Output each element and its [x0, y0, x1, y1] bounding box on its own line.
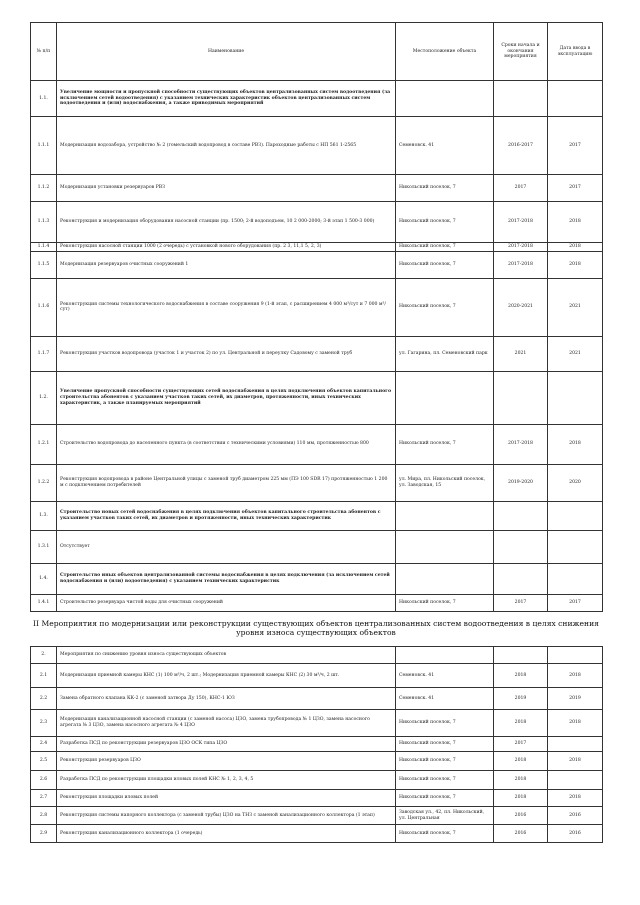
cell-name: Разработка ПСД по реконструкции резервуаров ЦЗО ОСК типа ЦЗО	[57, 737, 396, 752]
cell-location: ул. Гагарина, пл. Семеновский парк	[396, 336, 494, 371]
cell-location	[396, 371, 494, 424]
cell-done: 2017	[548, 175, 603, 202]
cell-done: 2020	[548, 464, 603, 501]
measures-table-part1	[30, 22, 603, 612]
cell-num: 2.1	[31, 664, 57, 688]
cell-name: Замена обратного клапана КК-2 (с заменой затвора Ду 150), КНС-1 ЮЗ	[57, 688, 396, 710]
table-header-row	[31, 23, 603, 81]
cell-location: Никольский поселок, 7	[396, 825, 494, 843]
cell-years: 2016	[494, 825, 548, 843]
cell-done: 2018	[548, 790, 603, 807]
cell-location: Никольский поселок, 7	[396, 710, 494, 737]
cell-done: 2016	[548, 807, 603, 825]
cell-name: Увеличение мощности и пропускной способности существующих объектов централизованных систем водоотведения (за исключением сетей водоотведения) с указанием технических характеристик объектов централизованных систем водоотведения и (или) водоснабжения, а также приводимых мероприятий	[57, 81, 396, 117]
cell-name: Модернизация резервуаров очистных сооружений 1	[57, 251, 396, 278]
cell-years	[494, 530, 548, 563]
cell-num: 2.4	[31, 737, 57, 752]
cell-location: Никольский поселок, 7	[396, 424, 494, 464]
cell-location: Никольский поселок, 7	[396, 278, 494, 336]
cell-years: 2017	[494, 737, 548, 752]
table-row	[31, 371, 603, 424]
cell-location: Заводская ул., 42, пл. Никольский, ул. Центральная	[396, 807, 494, 825]
cell-name: Реконструкция и модернизация оборудования насосной станции (пр. 1500; 2-й водоподъем, 10 2 000-2000; 3-й этап 1 500-3 000)	[57, 202, 396, 243]
table-row	[31, 501, 603, 530]
cell-name: Разработка ПСД по реконструкции площадки иловых полей КНС № 1, 2, 3, 4, 5	[57, 771, 396, 790]
cell-years: 2017	[494, 594, 548, 611]
cell-name: Модернизация канализационной насосной станции (с заменой насоса) ЦЗО, замена трубопровода № 1 ЦЗО, замена насосного агрегата № 3 ЦЗО, замена насосного агрегата № 4 ЦЗО	[57, 710, 396, 737]
table-row	[31, 825, 603, 843]
cell-num: 2.9	[31, 825, 57, 843]
cell-num: 1.2.2	[31, 464, 57, 501]
cell-years: 2017-2018	[494, 243, 548, 252]
cell-name: Модернизация водозабора, устройство № 2 (гомельский водопровод в составе РВЗ). Пароходные работы с НП 561 1-2565	[57, 117, 396, 175]
cell-years	[494, 647, 548, 664]
cell-years	[494, 81, 548, 117]
measures-table-part2-body	[31, 647, 603, 843]
header-name: Наименование	[57, 23, 396, 81]
cell-location: Никольский поселок, 7	[396, 175, 494, 202]
table-row	[31, 251, 603, 278]
cell-done: 2021	[548, 336, 603, 371]
table-row	[31, 464, 603, 501]
cell-years: 2018	[494, 664, 548, 688]
cell-years: 2017-2018	[494, 251, 548, 278]
cell-years: 2017-2018	[494, 202, 548, 243]
cell-name: Строительство резервуара чистой воды для очистных сооружений	[57, 594, 396, 611]
cell-done: 2021	[548, 278, 603, 336]
cell-done	[548, 530, 603, 563]
header-location: Местоположение объекта	[396, 23, 494, 81]
cell-num: 1.2.	[31, 371, 57, 424]
cell-done: 2016	[548, 825, 603, 843]
cell-done	[548, 771, 603, 790]
cell-years: 2017-2018	[494, 424, 548, 464]
table-row	[31, 424, 603, 464]
table-row	[31, 81, 603, 117]
cell-location	[396, 647, 494, 664]
table-row	[31, 336, 603, 371]
cell-done: 2018	[548, 424, 603, 464]
cell-done: 2017	[548, 594, 603, 611]
cell-num: 1.2.1	[31, 424, 57, 464]
cell-name: Строительство иных объектов централизованной системы водоснабжения в целях подключения (за исключением сетей водоснабжения и (или) водоотведения) с указанием технических характеристик	[57, 563, 396, 594]
cell-years: 2019-2020	[494, 464, 548, 501]
cell-num: 2.8	[31, 807, 57, 825]
cell-num: 1.4.1	[31, 594, 57, 611]
cell-done	[548, 647, 603, 664]
cell-done	[548, 81, 603, 117]
cell-name: Реконструкция площадки иловых полей	[57, 790, 396, 807]
cell-num: 1.1.2	[31, 175, 57, 202]
table-row	[31, 117, 603, 175]
cell-num: 1.1.5	[31, 251, 57, 278]
cell-location	[396, 563, 494, 594]
cell-num: 2.2	[31, 688, 57, 710]
cell-done: 2017	[548, 117, 603, 175]
cell-location: Никольский поселок, 7	[396, 790, 494, 807]
cell-location: Никольский поселок, 7	[396, 202, 494, 243]
table-row	[31, 175, 603, 202]
cell-name: Реконструкция участков водопровода (участок 1 и участок 2) по ул. Центральной и переулку Садовому с заменой труб	[57, 336, 396, 371]
cell-years: 2016-2017	[494, 117, 548, 175]
cell-years: 2017	[494, 175, 548, 202]
table-row	[31, 688, 603, 710]
cell-years	[494, 563, 548, 594]
part2-heading: II Мероприятия по модернизации или реконструкции существующих объектов централизованных систем водоотведения в целях снижения уровня износа существующих объектов	[33, 619, 599, 638]
header-completion: Дата ввода в эксплуатацию	[548, 23, 603, 81]
cell-num: 2.5	[31, 752, 57, 771]
table-row	[31, 790, 603, 807]
cell-name: Реконструкция системы напорного коллектора (с заменой трубы) ЦЗО на ТНЗ с заменой канализационного коллектора (1 этап)	[57, 807, 396, 825]
cell-done: 2019	[548, 688, 603, 710]
cell-num: 1.1.3	[31, 202, 57, 243]
cell-num: 2.3	[31, 710, 57, 737]
cell-done	[548, 563, 603, 594]
cell-num: 2.7	[31, 790, 57, 807]
table-row	[31, 771, 603, 790]
cell-num: 1.3.	[31, 501, 57, 530]
cell-location: Никольский поселок, 7	[396, 251, 494, 278]
cell-years: 2020-2021	[494, 278, 548, 336]
table-row	[31, 202, 603, 243]
cell-name: Отсутствует	[57, 530, 396, 563]
header-terms: Сроки начала и окончания мероприятия	[494, 23, 548, 81]
table-row	[31, 563, 603, 594]
table-row	[31, 594, 603, 611]
cell-years: 2018	[494, 752, 548, 771]
cell-location: Семеновск. 41	[396, 664, 494, 688]
cell-num: 2.6	[31, 771, 57, 790]
cell-name: Реконструкция системы технологического водоснабжения в составе сооружения 9 (1-й этап, с расширением 4 000 м³/сут и 7 000 м³/сут)	[57, 278, 396, 336]
cell-num: 1.4.	[31, 563, 57, 594]
cell-num: 1.1.1	[31, 117, 57, 175]
cell-years: 2018	[494, 771, 548, 790]
cell-done	[548, 501, 603, 530]
cell-name: Увеличение пропускной способности существующих сетей водоснабжения в целях подключения объектов капитального строительства абонентов с указанием участков таких сетей, их диаметров, протяженности, иных технических характеристик, а также планируемых мероприятий	[57, 371, 396, 424]
cell-done	[548, 737, 603, 752]
cell-years: 2018	[494, 710, 548, 737]
cell-name: Реконструкция резервуаров ЦЗО	[57, 752, 396, 771]
cell-done	[548, 371, 603, 424]
cell-name: Реконструкция водопровода в районе Центральной улицы с заменой труб диаметром 225 мм (ПЭ 100 SDR 17) протяженностью 1 200 м с подключением потребителей	[57, 464, 396, 501]
cell-years: 2021	[494, 336, 548, 371]
cell-name: Модернизация приемной камеры КНС (1) 100 м³/ч, 2 шт.; Модернизация приемной камеры КНС (2) 30 м³/ч, 2 шт.	[57, 664, 396, 688]
cell-years	[494, 371, 548, 424]
cell-done: 2018	[548, 251, 603, 278]
cell-location: ул. Мира, пл. Никольский поселок, ул. Заводская, 15	[396, 464, 494, 501]
measures-table-part2	[30, 646, 603, 843]
cell-years: 2016	[494, 807, 548, 825]
table-row	[31, 807, 603, 825]
cell-num: 1.1.7	[31, 336, 57, 371]
cell-name: Строительство водопровода до населенного пункта (в соответствии с техническими условиями) 110 мм, протяженностью 800	[57, 424, 396, 464]
measures-table-part1-body	[31, 23, 603, 612]
cell-location: Никольский поселок, 7	[396, 737, 494, 752]
cell-num: 1.1.4	[31, 243, 57, 252]
cell-location: Семеновск. 41	[396, 688, 494, 710]
cell-num: 1.1.6	[31, 278, 57, 336]
cell-location: Никольский поселок, 7	[396, 243, 494, 252]
cell-num: 1.3.1	[31, 530, 57, 563]
table-row	[31, 664, 603, 688]
cell-location	[396, 530, 494, 563]
cell-num: 1.1.	[31, 81, 57, 117]
cell-years: 2019	[494, 688, 548, 710]
table-row	[31, 737, 603, 752]
cell-name: Мероприятия по снижению уровня износа существующих объектов	[57, 647, 396, 664]
cell-location: Никольский поселок, 7	[396, 771, 494, 790]
cell-years	[494, 501, 548, 530]
cell-done: 2018	[548, 710, 603, 737]
cell-name: Строительство новых сетей водоснабжения в целях подключения объектов капитального строительства абонентов с указанием участков таких сетей, их диаметров и протяженности, иных технических характеристик	[57, 501, 396, 530]
cell-done: 2018	[548, 202, 603, 243]
table-row	[31, 647, 603, 664]
cell-location: Никольский поселок, 7	[396, 594, 494, 611]
cell-location	[396, 81, 494, 117]
table-row	[31, 278, 603, 336]
header-num: № п/п	[31, 23, 57, 81]
cell-done: 2018	[548, 752, 603, 771]
table-row	[31, 710, 603, 737]
cell-done: 2018	[548, 664, 603, 688]
cell-location: Никольский поселок, 7	[396, 752, 494, 771]
cell-num: 2.	[31, 647, 57, 664]
cell-location: Семеновск. 41	[396, 117, 494, 175]
table-row	[31, 752, 603, 771]
cell-location	[396, 501, 494, 530]
cell-done: 2018	[548, 243, 603, 252]
cell-name: Модернизация установки резервуаров РВЗ	[57, 175, 396, 202]
cell-name: Реконструкция насосной станции 1000 (2 очередь) с установкой нового оборудования (пр. 2 3, 11,1 5, 2, 3)	[57, 243, 396, 252]
table-row	[31, 530, 603, 563]
cell-name: Реконструкция канализационного коллектора (1 очередь)	[57, 825, 396, 843]
cell-years: 2018	[494, 790, 548, 807]
table-row	[31, 243, 603, 252]
